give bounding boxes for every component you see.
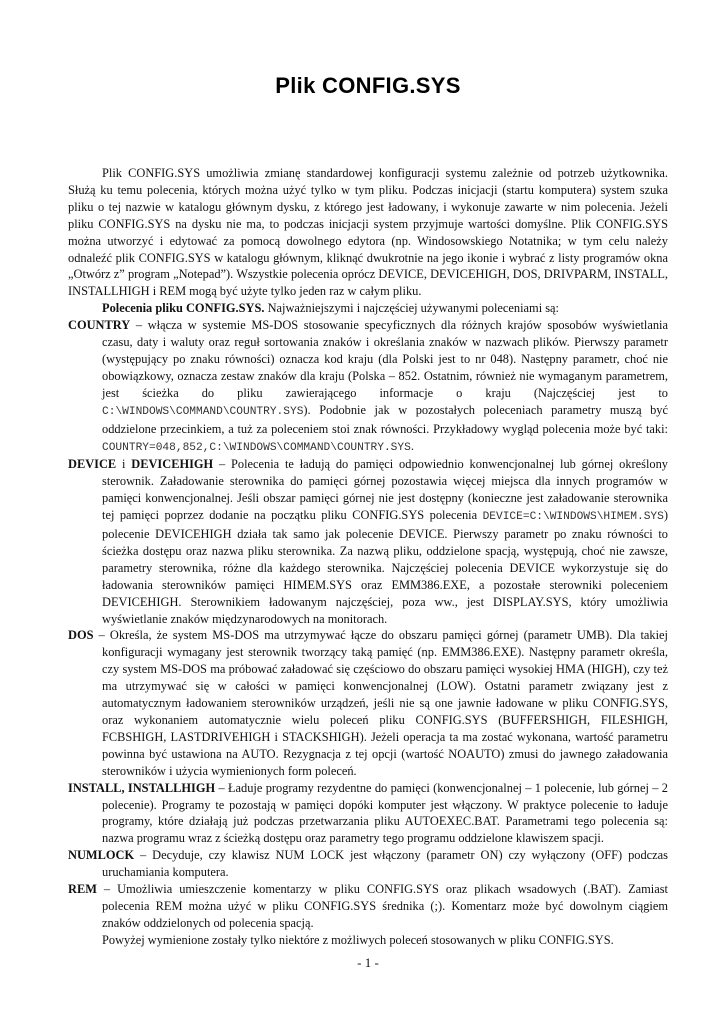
country-text-1: – włącza w systemie MS-DOS stosowanie specyficznych dla różnych krajów sposobów wyświetlania czasu, daty i waluty oraz reguł sortowania znaków i określania znaków w nazwach plików. Pierwszy parametr (występujący po znaku równości) oznacza kod kraju (dla Polski jest to nr 048). Następny parametr, choć nie obowiązkowy, oznacza zestaw znaków dla kraju (Polska – 852. Ostatnim, również nie wymaganym parametrem, jest ścieżka do pliku zawierającego informacje o kraju (Najczęściej jest to	[102, 318, 668, 400]
term-install: INSTALL, INSTALLHIGH	[68, 780, 216, 795]
page-title: Plik CONFIG.SYS	[275, 73, 461, 98]
device-text-1: – Polecenia te ładują do pamięci odpowiednio konwencjonalnej lub górnej określony sterownik. Załadowanie sterownika do pamięci górnej pozostawia więcej miejsca dla innych programów w pamięci konwencjonalnej. Jeśli obszar pamięci górnej nie jest dostępny (konieczne jest załadowanie sterownika tej pamięci poprzez dodanie na początku pliku CONFIG.SYS polecenia	[102, 457, 668, 523]
country-text-3: .	[410, 438, 414, 453]
dos-text: – Określa, że system MS-DOS ma utrzymywać łącze do obszaru pamięci górnej (parametr UMB). Dla takiej konfiguracji wymagany jest sterownik tworzący taką pamięć (np. EMM386.EXE). Następny parametr określa, czy system MS-DOS ma próbować załadować się częściowo do obszaru pamięci wysokiej HMA (HIGH), czy też ma utrzymywać się w całości w pamięci konwencjonalnej (LOW). Ostatni parametr związany jest z automatycznym ładowaniem sterowników urządzeń, jeśli nie są one jawnie ładowane w pliku CONFIG.SYS, oraz wykonaniem automatycznie wielu poleceń pliku CONFIG.SYS (BUFFERSHIGH, FILESHIGH, FCBSHIGH, LASTDRIVEHIGH i STACKSHIGH). Jeżeli operacja ta ma zostać wykonana, wartość parametru powinna być ustawiona na AUTO. Rezygnacja z tej opcji (wartość NOAUTO) zmusi do jawnego załadowania sterowników i użycia wymienionych form poleceń.	[93, 628, 668, 778]
entry-device	[68, 456, 668, 627]
entry-country	[68, 317, 668, 456]
install-text: – Ładuje programy rezydentne do pamięci (konwencjonalnej – 1 polecenie, lub górnej – 2 polecenie). Programy te pozostają w pamięci dopóki komputer jest włączony. W praktyce polecenie to ładuje programy, które działają już podczas przetwarzania pliku AUTOEXEC.BAT. Parametrami tego polecenia są: nazwa programu wraz z ścieżką dostępu oraz parametry tego programu oddzielone klawiszem spacji.	[102, 780, 668, 846]
commands-heading: Polecenia pliku CONFIG.SYS.	[102, 301, 265, 316]
term-country: COUNTRY	[68, 318, 131, 333]
entry-install	[68, 780, 668, 848]
intro-paragraph: Plik CONFIG.SYS umożliwia zmianę standardowej konfiguracji systemu zależnie od potrzeb użytkownika. Służą ku temu polecenia, których można użyć tylko w tym pliku. Podczas inicjacji (startu komputera) system szuka pliku o tej nazwie w katalogu głównym dysku, z którego jest ładowany, i wykonuje zawarte w nim polecenia. Jeżeli pliku CONFIG.SYS na dysku nie ma, to podczas inicjacji system przyjmuje wartości domyślne. Plik CONFIG.SYS można utworzyć i edytować za pomocą dowolnego edytora (np. Windosowskiego Notatnika; w tym celu należy odnaleźć plik CONFIG.SYS w katalogu głównym, kliknąć dwukrotnie na jego ikonie i wybrać z listy programów okna „Otwórz z” program „Notepad”). Wszystkie polecenia oprócz DEVICE, DEVICEHIGH, DOS, DRIVPARM, INSTALL, INSTALLHIGH i REM mogą być użyte tylko jeden raz w całym pliku.	[68, 166, 668, 299]
entry-dos	[68, 627, 668, 779]
commands-intro-paragraph	[68, 300, 668, 317]
term-rem: REM	[68, 882, 97, 897]
country-code-path: C:\WINDOWS\COMMAND\COUNTRY.SYS	[102, 405, 304, 418]
numlock-text: – Decyduje, czy klawisz NUM LOCK jest włączony (parametr ON) czy wyłączony (OFF) podczas uruchamiania komputera.	[102, 848, 668, 880]
commands-intro-text: Najważniejszymi i najczęściej używanymi poleceniami są:	[264, 301, 559, 316]
term-numlock: NUMLOCK	[68, 848, 135, 863]
device-conj: i	[116, 457, 132, 472]
device-text-2: ) polecenie DEVICEHIGH działa tak samo jak polecenie DEVICE. Pierwszy parametr po znaku równości to ścieżka dostępu oraz nazwa pliku sterownika. Za nazwą pliku, oddzielone spacją, występują, choć nie zawsze, parametry sterownika, różne dla każdego sterownika. Najczęściej polecenia DEVICE wykorzystuje się do ładowania sterowników pamięci HIMEM.SYS oraz EMM386.EXE, a pozostałe sterowniki poleceniem DEVICEHIGH. Sterownikiem ładowanym najczęściej, poza ww., jest DISPLAY.SYS, który umożliwia wyświetlanie znaków międzynarodowych na monitorach.	[102, 508, 668, 626]
term-dos: DOS	[68, 628, 94, 643]
closing-paragraph: Powyżej wymienione zostały tylko niektóre z możliwych poleceń stosowanych w pliku CONFIG.SYS.	[102, 932, 614, 947]
device-code: DEVICE=C:\WINDOWS\HIMEM.SYS	[482, 511, 664, 524]
country-text-2: ). Podobnie jak w pozostałych poleceniach parametry muszą być oddzielone przecinkiem, a tuż za poleceniem stoi znak równości. Przykładowy wygląd polecenia może być taki:	[102, 402, 668, 436]
entry-rem	[68, 881, 668, 932]
term-devicehigh: DEVICEHIGH	[131, 457, 214, 472]
country-code-example: COUNTRY=048,852,C:\WINDOWS\COMMAND\COUNTRY.SYS	[102, 441, 411, 454]
term-device: DEVICE	[68, 457, 117, 472]
rem-text: – Umożliwia umieszczenie komentarzy w pliku CONFIG.SYS oraz plikach wsadowych (.BAT). Zamiast polecenia REM można użyć w pliku CONFIG.SYS średnika (;). Komentarz może być dowolnym ciągiem znaków oddzielonych od polecenia spacją.	[96, 882, 668, 930]
document-body	[68, 165, 668, 949]
entry-numlock	[68, 847, 668, 881]
page-number: - 1 -	[357, 955, 379, 970]
